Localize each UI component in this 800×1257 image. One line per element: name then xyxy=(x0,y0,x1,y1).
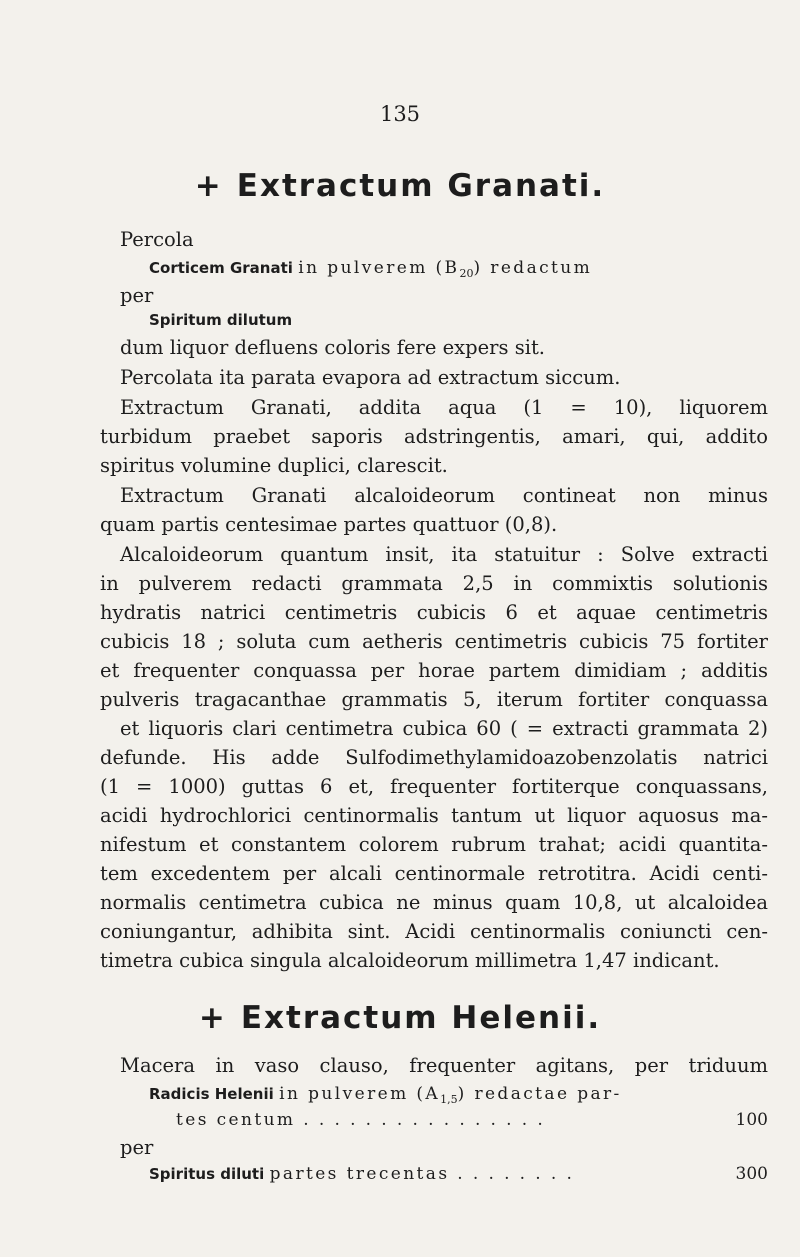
text-line: defunde. His adde Sulfodimethylamidoazobenzolatis natrici xyxy=(100,746,768,769)
text-line: acidi hydrochlorici centinormalis tantum ut liquor aquosus ma- xyxy=(100,804,768,827)
text-line: Extractum Granati alcaloideorum contineat non minus xyxy=(120,484,768,507)
word-per: per xyxy=(120,1136,154,1159)
word-per: per xyxy=(120,284,154,307)
section-title: Extractum Granati. xyxy=(236,168,606,204)
drug-text-end: ) redactum xyxy=(473,258,593,278)
recipe-drug-line-cont xyxy=(176,1108,768,1132)
solvent-name: Spiritum dilutum xyxy=(149,311,293,329)
text-line: quam partis centesimae partes quattuor (0,8). xyxy=(100,513,558,536)
instruction-percola: Percola xyxy=(120,228,194,251)
cross-icon: + xyxy=(198,1000,227,1036)
text-line: hydratis natrici centimetris cubicis 6 et aquae centimetris xyxy=(100,601,768,624)
text-line: in pulverem redacti grammata 2,5 in commixtis solutionis xyxy=(100,572,768,595)
text-line: et liquoris clari centimetra cubica 60 ( = extracti grammata 2) xyxy=(120,717,768,740)
page-number: 135 xyxy=(379,102,421,126)
solvent-name: Spiritus diluti xyxy=(149,1165,265,1183)
recipe-solvent-line xyxy=(149,1162,768,1186)
amount-value: 100 xyxy=(735,1110,768,1130)
text-line: pulveris tragacanthae grammatis 5, iterum fortiter conquassa xyxy=(100,688,768,711)
mesh-subscript: 20 xyxy=(459,267,474,280)
drug-text: in pulverem (B xyxy=(298,258,460,278)
text-line: tem excedentem per alcali centinormale retrotitra. Acidi centi- xyxy=(100,862,768,885)
text-line: Percolata ita parata evapora ad extractum siccum. xyxy=(120,366,621,389)
amount-value: 300 xyxy=(735,1164,768,1184)
recipe-solvent-line xyxy=(149,308,292,332)
drug-name: Corticem Granati xyxy=(149,259,293,277)
drug-amount-text: tes centum . . . . . . . . . . . . . . . . xyxy=(176,1110,546,1130)
text-line: turbidum praebet saporis adstringentis, amari, qui, addito xyxy=(100,425,768,448)
section-title: Extractum Helenii. xyxy=(240,1000,602,1036)
section-heading-helenii xyxy=(0,1000,800,1036)
text-line: et frequenter conquassa per horae partem dimidiam ; additis xyxy=(100,659,768,682)
text-line: (1 = 1000) guttas 6 et, frequenter fortiterque conquassans, xyxy=(100,775,768,798)
text-line: timetra cubica singula alcaloideorum millimetra 1,47 indicant. xyxy=(100,949,720,972)
text-line: normalis centimetra cubica ne minus quam 10,8, ut alcaloidea xyxy=(100,891,768,914)
recipe-drug-line xyxy=(149,256,592,286)
drug-name: Radicis Helenii xyxy=(149,1085,274,1103)
solvent-text: partes trecentas . . . . . . . . xyxy=(269,1164,575,1184)
cross-icon: + xyxy=(194,168,223,204)
text-line: Extractum Granati, addita aqua (1 = 10), liquorem xyxy=(120,396,768,419)
text-line: cubicis 18 ; soluta cum aetheris centimetris cubicis 75 fortiter xyxy=(100,630,768,653)
text-line: Alcaloideorum quantum insit, ita statuitur : Solve extracti xyxy=(120,543,768,566)
text-line: dum liquor defluens coloris fere expers sit. xyxy=(120,336,545,359)
drug-text: in pulverem (A xyxy=(279,1084,441,1104)
text-line: coniungantur, adhibita sint. Acidi centinormalis coniuncti cen- xyxy=(100,920,768,943)
text-line: spiritus volumine duplici, clarescit. xyxy=(100,454,448,477)
text-line: nifestum et constantem colorem rubrum trahat; acidi quantita- xyxy=(100,833,768,856)
mesh-subscript: 1,5 xyxy=(440,1093,458,1106)
drug-text-end: ) redactae par- xyxy=(457,1084,622,1104)
instruction-macera: Macera in vaso clauso, frequenter agitans, per triduum xyxy=(120,1054,768,1077)
section-heading-granati xyxy=(0,168,800,204)
